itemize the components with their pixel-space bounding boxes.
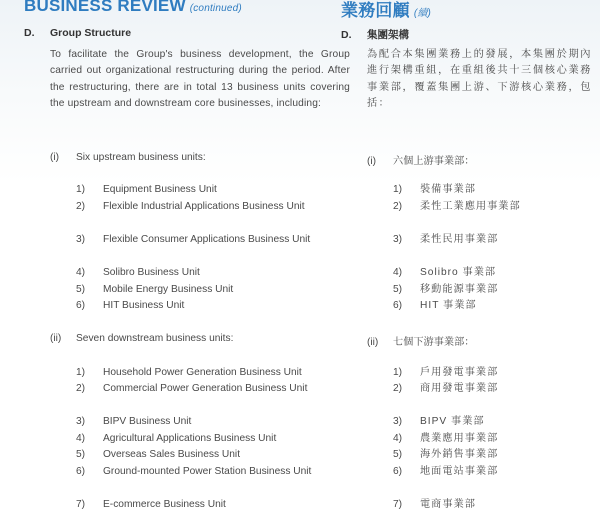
title-suffix: (續) <box>413 8 432 19</box>
section-title: 集團架構 <box>367 29 409 41</box>
item-number: 1) <box>76 184 86 195</box>
group-numeral: (ii) <box>50 333 62 344</box>
item-text: E-commerce Business Unit <box>103 499 226 510</box>
section-heading <box>24 27 131 39</box>
item-number: 6) <box>76 466 86 477</box>
group-numeral: (ii) <box>367 337 379 348</box>
item-number: 1) <box>76 367 86 378</box>
item-number: 2) <box>393 201 403 212</box>
item-number: 2) <box>76 383 86 394</box>
title-suffix: (continued) <box>189 3 242 14</box>
group-label-text: 七個下游事業部： <box>393 337 475 348</box>
item-number: 7) <box>393 499 403 510</box>
item-text: Ground-mounted Power Station Business Unit <box>103 466 312 477</box>
item-text: 柔性民用事業部 <box>420 234 499 245</box>
item-text: 農業應用事業部 <box>420 433 499 444</box>
item-number: 7) <box>76 499 86 510</box>
page-title-chinese <box>341 0 431 21</box>
item-text: Mobile Energy Business Unit <box>103 284 234 295</box>
item-number: 1) <box>393 184 403 195</box>
group-label-text: Six upstream business units: <box>76 152 206 163</box>
item-text: Commercial Power Generation Business Unit <box>103 383 308 394</box>
section-letter: D. <box>341 29 352 41</box>
item-text: BIPV 事業部 <box>420 416 485 427</box>
item-number: 5) <box>76 449 86 460</box>
group-label-downstream <box>50 333 233 344</box>
item-text: 柔性工業應用事業部 <box>420 201 521 212</box>
intro-paragraph-chinese: 為配合本集團業務上的發展，本集團於期內進行架構重組，在重組後共十三個核心業務事業部，覆蓋集團上游、下游核心業務，包括： <box>367 49 592 110</box>
item-text: HIT Business Unit <box>103 300 185 311</box>
item-number: 4) <box>393 267 403 278</box>
item-text: 電商事業部 <box>420 499 476 510</box>
group-label-upstream <box>50 152 206 163</box>
section-letter: D. <box>24 27 35 39</box>
item-text: 地面電站事業部 <box>420 466 499 477</box>
item-text: Equipment Business Unit <box>103 184 217 195</box>
item-number: 2) <box>76 201 86 212</box>
item-text: Agricultural Applications Business Unit <box>103 433 277 444</box>
item-text: HIT 事業部 <box>420 300 477 311</box>
item-number: 1) <box>393 367 403 378</box>
item-number: 3) <box>393 416 403 427</box>
item-number: 6) <box>393 466 403 477</box>
item-text: Solibro 事業部 <box>420 267 497 278</box>
item-text: 移動能源事業部 <box>420 284 499 295</box>
item-number: 6) <box>393 300 403 311</box>
item-text: 戶用發電事業部 <box>420 367 499 378</box>
group-numeral: (i) <box>50 152 60 163</box>
item-number: 5) <box>393 284 403 295</box>
item-number: 3) <box>76 234 86 245</box>
item-number: 5) <box>393 449 403 460</box>
group-numeral: (i) <box>367 156 377 167</box>
group-label-downstream-chinese <box>367 333 475 348</box>
item-number: 6) <box>76 300 86 311</box>
item-text: BIPV Business Unit <box>103 416 192 427</box>
item-text: Household Power Generation Business Unit <box>103 367 302 378</box>
item-text: 商用發電事業部 <box>420 383 499 394</box>
group-label-text: 六個上游事業部： <box>393 156 475 167</box>
item-text: Overseas Sales Business Unit <box>103 449 241 460</box>
item-number: 4) <box>76 433 86 444</box>
intro-paragraph: To facilitate the Group's business development, the Group carried out organizational restructuring during the period. After the restructuring, there are in total 13 business units covering the upstream and downstream core businesses, including: <box>50 49 350 110</box>
item-text: Flexible Consumer Applications Business Unit <box>103 234 311 245</box>
item-number: 2) <box>393 383 403 394</box>
item-number: 5) <box>76 284 86 295</box>
page-title <box>24 0 242 16</box>
item-number: 4) <box>393 433 403 444</box>
item-text: Flexible Industrial Applications Business Unit <box>103 201 305 212</box>
group-label-upstream-chinese <box>367 152 475 167</box>
item-text: Solibro Business Unit <box>103 267 200 278</box>
section-heading-chinese <box>341 27 409 42</box>
item-number: 4) <box>76 267 86 278</box>
item-number: 3) <box>393 234 403 245</box>
item-number: 3) <box>76 416 86 427</box>
item-text: 裝備事業部 <box>420 184 476 195</box>
item-text: 海外銷售事業部 <box>420 449 499 460</box>
group-label-text: Seven downstream business units: <box>76 333 234 344</box>
title-text: BUSINESS REVIEW <box>24 0 186 15</box>
section-title: Group Structure <box>50 27 132 39</box>
title-text: 業務回顧 <box>341 1 410 20</box>
